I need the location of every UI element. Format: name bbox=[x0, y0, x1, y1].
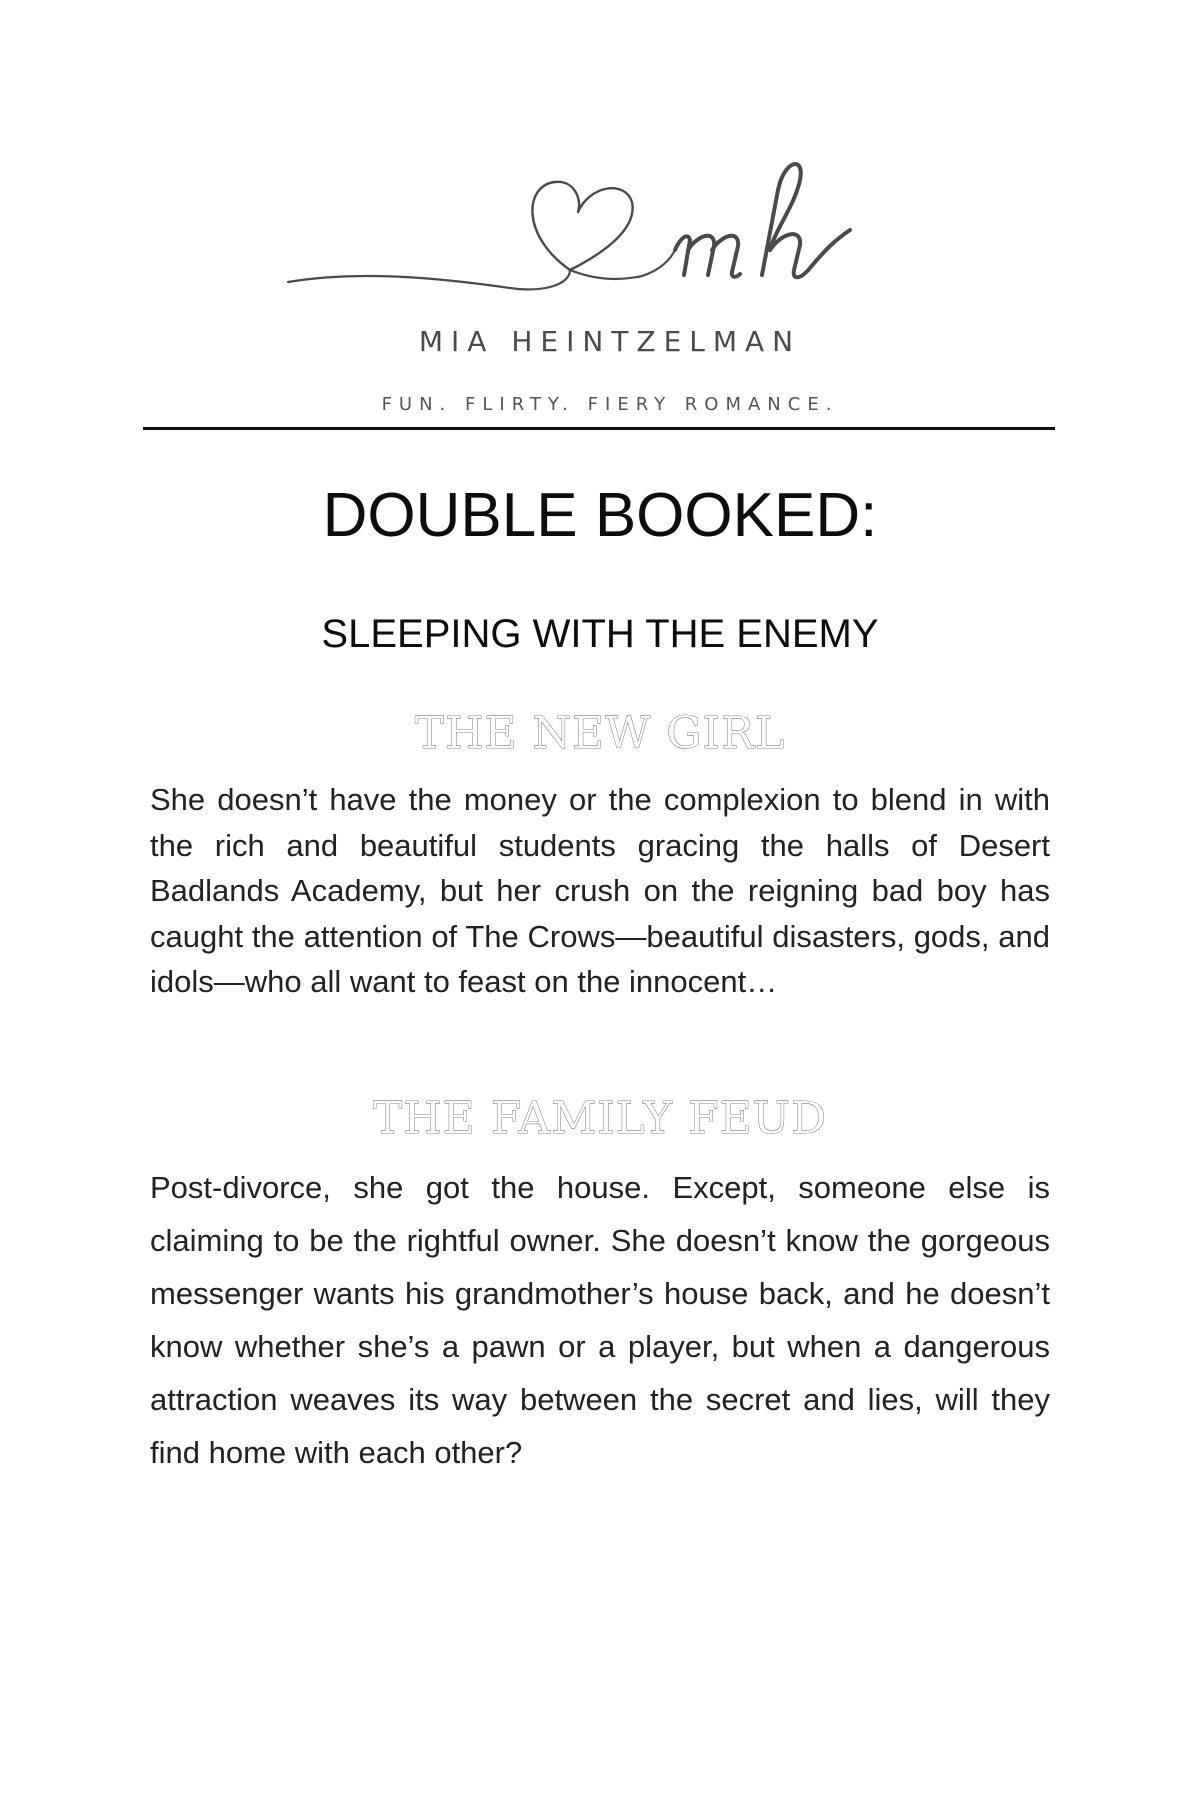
heart-script-monogram-icon bbox=[270, 150, 950, 320]
author-tagline: FUN. FLIRTY. FIERY ROMANCE. bbox=[381, 394, 839, 415]
section-body-new-girl: She doesn’t have the money or the complexion to blend in with the rich and beautiful students gracing the halls of Desert Badlands Academy, but her crush on the reigning bad boy has caught the attention of The Crows—beautiful disasters, gods, and idols—who all want to feast on the innocent… bbox=[150, 782, 1050, 999]
author-logo bbox=[270, 150, 950, 430]
book-subtitle: SLEEPING WITH THE ENEMY bbox=[321, 612, 879, 656]
author-name: MIA HEINTZELMAN bbox=[418, 325, 802, 358]
book-title: DOUBLE BOOKED: bbox=[322, 481, 878, 550]
section-heading-family-feud: THE FAMILY FEUD bbox=[372, 1093, 828, 1144]
section-body-family-feud: Post-divorce, she got the house. Except, someone else is claiming to be the rightful owner. She doesn’t know the gorgeous messenger wants his grandmother’s house back, and he doesn’t know whether she’s a pawn or a player, but when a dangerous attraction weaves its way between the secret and lies, will they find home with each other? bbox=[150, 1170, 1050, 1470]
section-heading-new-girl: THE NEW GIRL bbox=[414, 708, 786, 759]
header-divider bbox=[143, 427, 1055, 430]
